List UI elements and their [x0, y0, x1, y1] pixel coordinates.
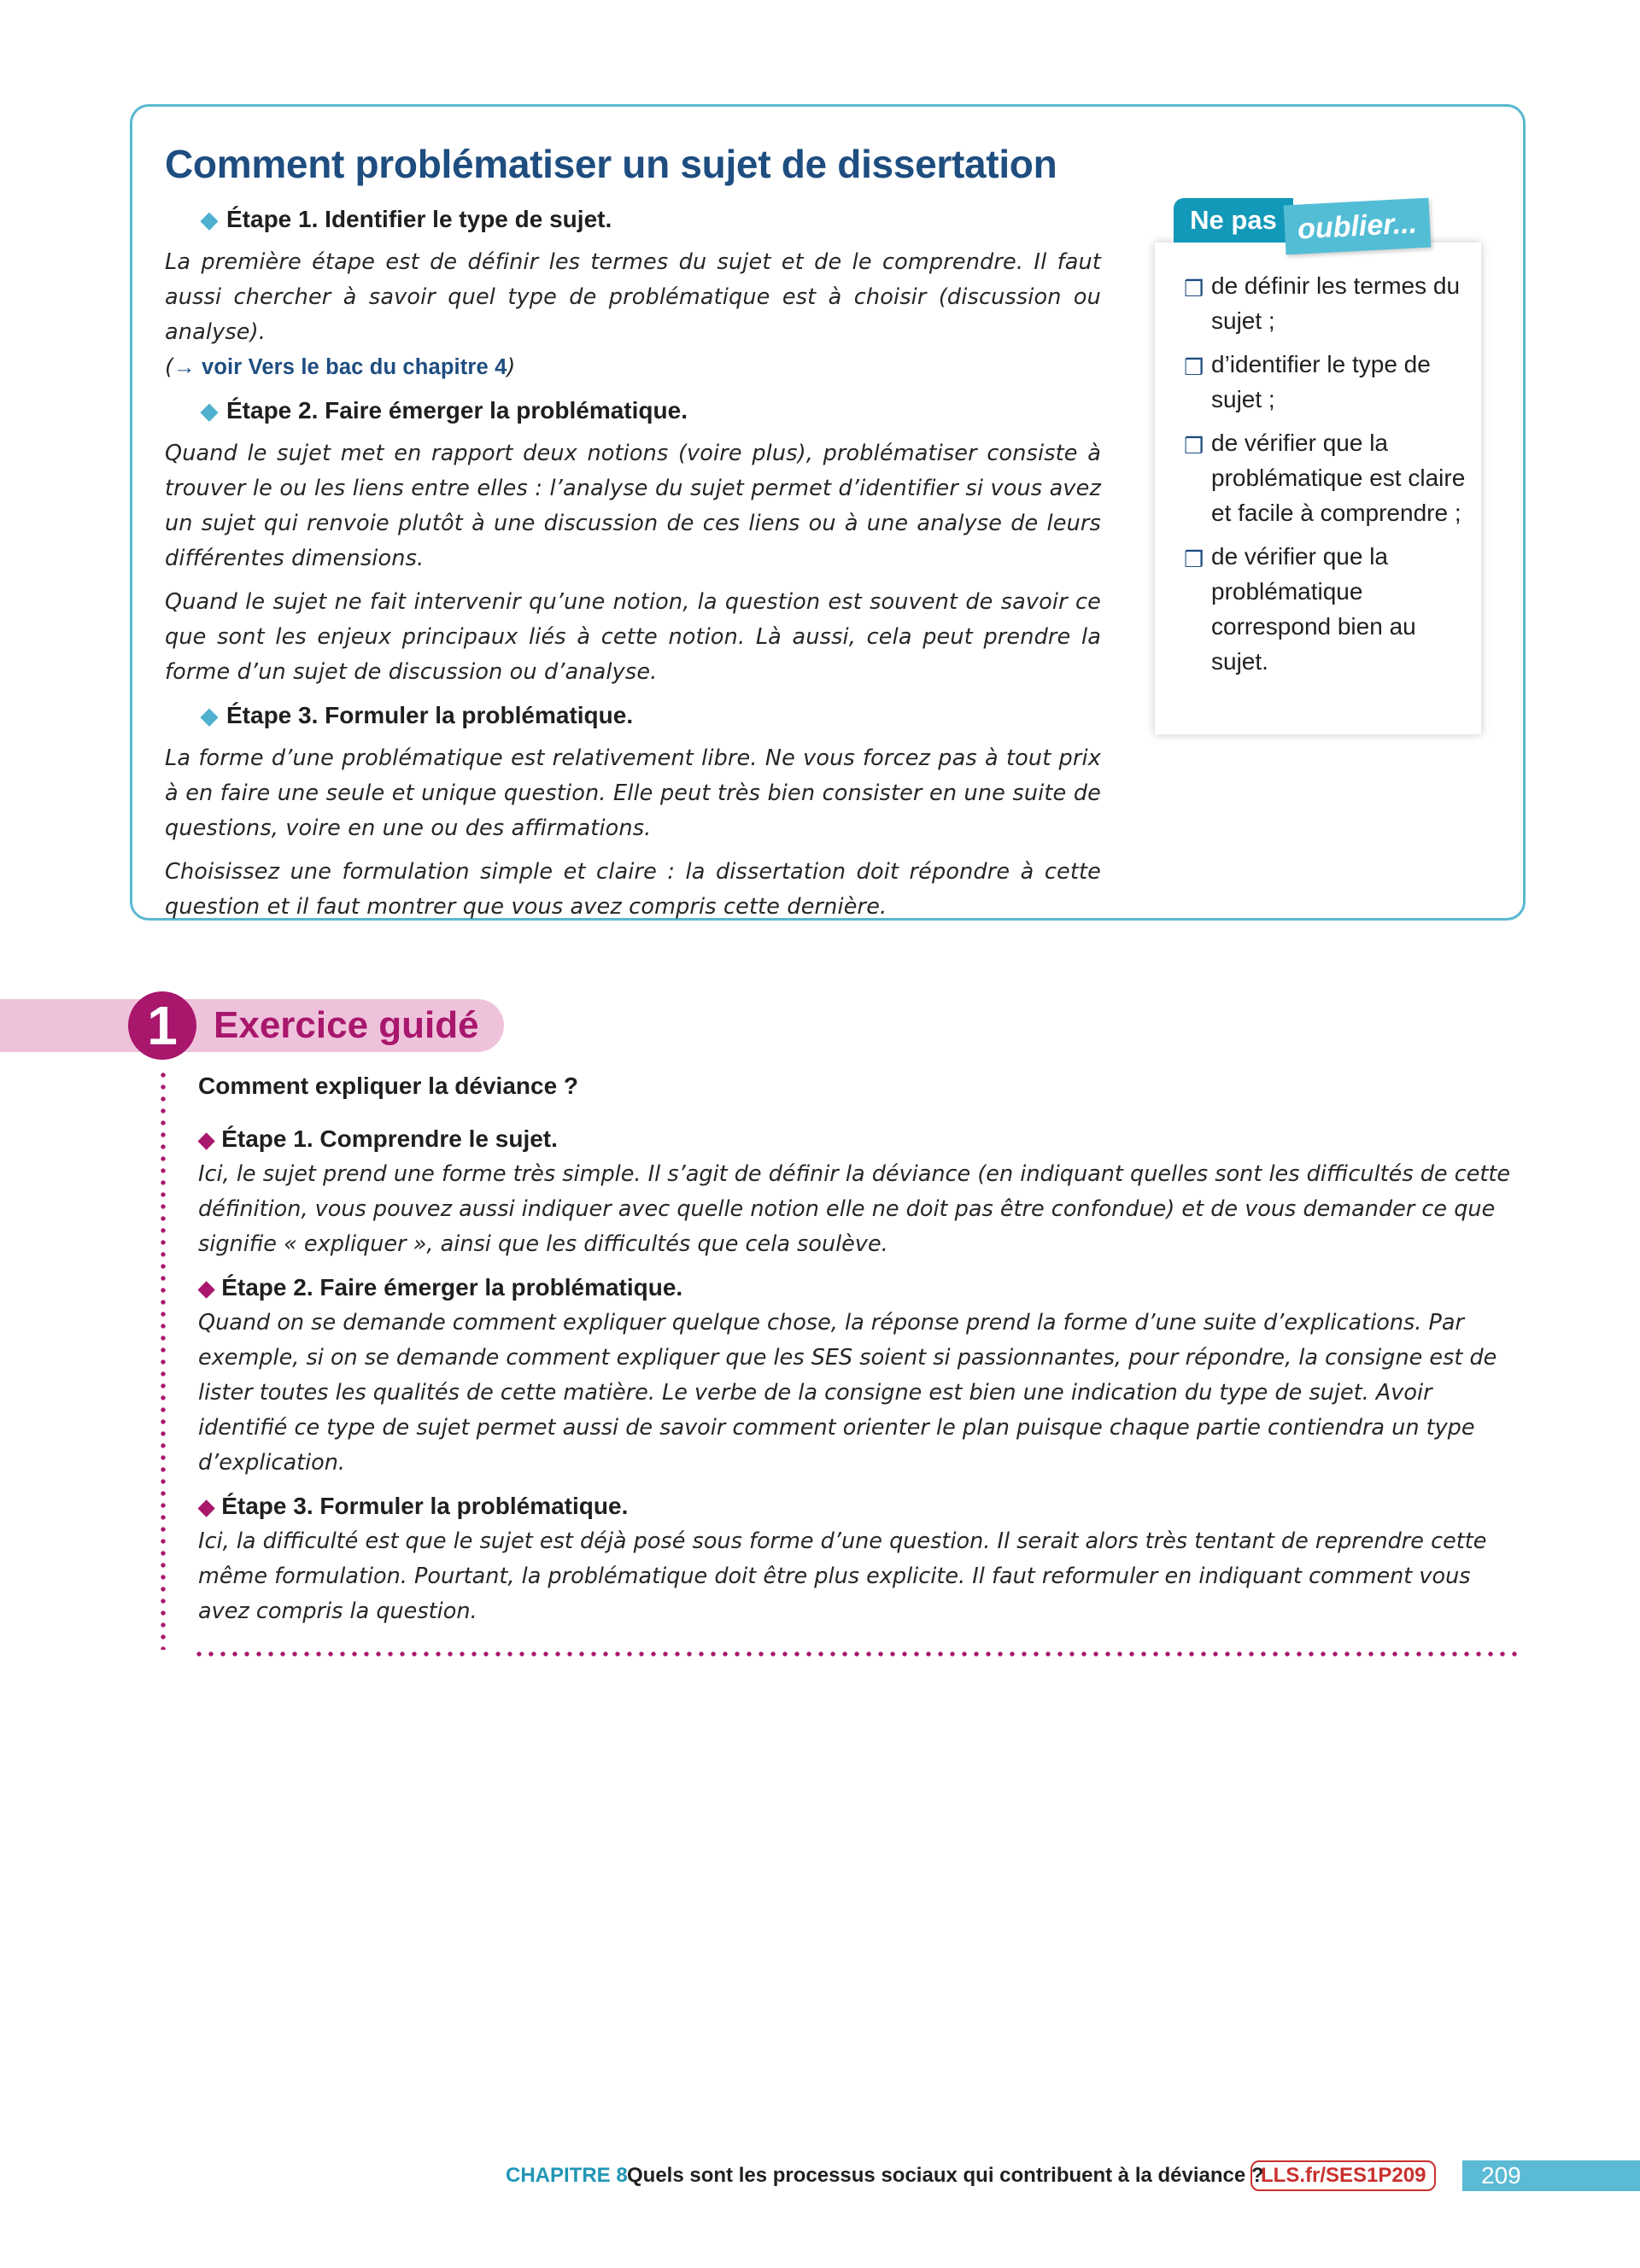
method-step-2-text-a: Quand le sujet met en rapport deux notions (voire plus), problématiser consiste à trouver le ou les liens entre elles : l’analyse du sujet permet d’identifier si vous avez un sujet qui renvoie plutôt à une discussion de ces liens ou à une analyse de leurs différentes dimensions.	[165, 441, 1101, 571]
exercise-step-3-heading: ◆ Étape 3. Formuler la problématique.	[198, 1493, 629, 1519]
reminder-list	[1184, 268, 1471, 687]
reminder-item: ❒ de définir les termes du sujet ;	[1184, 272, 1461, 334]
method-title: Comment problématiser un sujet de dissertation	[165, 142, 1057, 186]
method-step-3-heading: ◆ Étape 3. Formuler la problématique.	[201, 702, 634, 728]
method-step-1-heading: ◆ Étape 1. Identifier le type de sujet.	[201, 206, 612, 232]
dotted-border-vertical	[161, 1069, 166, 1650]
checkbox-icon: ❒	[1184, 433, 1204, 459]
diamond-bullet-icon: ◆	[201, 703, 218, 728]
page-number: 209	[1462, 2160, 1640, 2191]
method-step-1-text: La première étape est de définir les termes du sujet et de le comprendre. Il faut aussi chercher à savoir quel type de problématique est à choisir (discussion ou analyse). (→ voir Vers le bac du chapitre 4)	[165, 249, 1101, 380]
diamond-bullet-icon: ◆	[198, 1277, 215, 1301]
reminder-tab: Ne pas	[1174, 198, 1293, 243]
method-step-2-heading: ◆ Étape 2. Faire émerger la problématique.	[201, 397, 688, 424]
footer-chapter-label: CHAPITRE 8	[506, 2164, 628, 2187]
diamond-bullet-icon: ◆	[201, 398, 218, 424]
reminder-item: ❒ de vérifier que la problématique correspond bien au sujet.	[1184, 543, 1416, 675]
checkbox-icon: ❒	[1184, 276, 1204, 301]
reminder-tab-label: oublier...	[1284, 198, 1432, 255]
reminder-card	[1155, 243, 1481, 734]
exercise-step-2-heading: ◆ Étape 2. Faire émerger la problématique.	[198, 1274, 683, 1301]
diamond-bullet-icon: ◆	[198, 1495, 215, 1519]
exercise-step-1-heading: ◆ Étape 1. Comprendre le sujet.	[198, 1125, 558, 1152]
exercise-step-1-text: Ici, le sujet prend une forme très simple. Il s’agit de définir la déviance (en indiquant quelles sont les difficultés de cette définition, vous pouvez aussi indiquer avec quelle notion elle ne doit pas être confondue) et de vous demander ce que signifie « expliquer », ainsi que les difficultés que cela soulève.	[198, 1161, 1511, 1257]
reminder-item: ❒ d’identifier le type de sujet ;	[1184, 351, 1431, 412]
page-footer	[0, 2159, 1640, 2193]
exercise-question: Comment expliquer la déviance ?	[198, 1073, 579, 1099]
diamond-bullet-icon: ◆	[198, 1128, 215, 1152]
checkbox-icon: ❒	[1184, 354, 1204, 380]
checkbox-icon: ❒	[1184, 547, 1204, 572]
method-step-3-text-b: Choisissez une formulation simple et claire : la dissertation doit répondre à cette question et il faut montrer que vous avez compris cette dernière.	[165, 859, 1101, 920]
method-steps	[165, 202, 1101, 933]
diamond-bullet-icon: ◆	[201, 207, 218, 232]
footer-lls-link[interactable]: LLS.fr/SES1P209	[1250, 2160, 1436, 2191]
method-step-3-text-a: La forme d’une problématique est relativement libre. Ne vous forcez pas à tout prix à en faire une seule et unique question. Elle peut très bien consister en une suite de questions, voire en une ou des affirmations.	[165, 745, 1101, 841]
chapter-4-reference-link[interactable]: → voir Vers le bac du chapitre 4	[173, 355, 507, 379]
reminder-item: ❒ de vérifier que la problématique est claire et facile à comprendre ;	[1184, 430, 1466, 526]
dotted-border-horizontal	[193, 1651, 1522, 1657]
footer-chapter-title: Quels sont les processus sociaux qui contribuent à la déviance ?	[627, 2164, 1264, 2187]
exercise-content	[198, 1069, 1514, 1638]
exercise-step-3-text: Ici, la difficulté est que le sujet est déjà posé sous forme d’une question. Il serait alors très tentant de reprendre cette même formulation. Pourtant, la problématique doit être plus explicite. Il faut reformuler en indiquant comment vous avez compris la question.	[198, 1529, 1487, 1624]
exercise-number-badge: 1	[128, 991, 196, 1060]
exercise-step-2-text: Quand on se demande comment expliquer quelque chose, la réponse prend la forme d’une suite d’explications. Par exemple, si on se demande comment expliquer que les SES soient si passionnantes, pour répondre, la consigne est de lister toutes les qualités de cette matière. Le verbe de la consigne est bien une indication du type de sujet. Avoir identifié ce type de sujet permet aussi de savoir comment orienter le plan puisque chaque partie contiendra un type d’explication.	[198, 1310, 1497, 1476]
method-step-2-text-b: Quand le sujet ne fait intervenir qu’une notion, la question est souvent de savoir ce que sont les enjeux principaux liés à cette notion. Là aussi, cela peut prendre la forme d’un sujet de discussion ou d’analyse.	[165, 589, 1101, 685]
exercise-title: Exercice guidé	[214, 1004, 479, 1046]
